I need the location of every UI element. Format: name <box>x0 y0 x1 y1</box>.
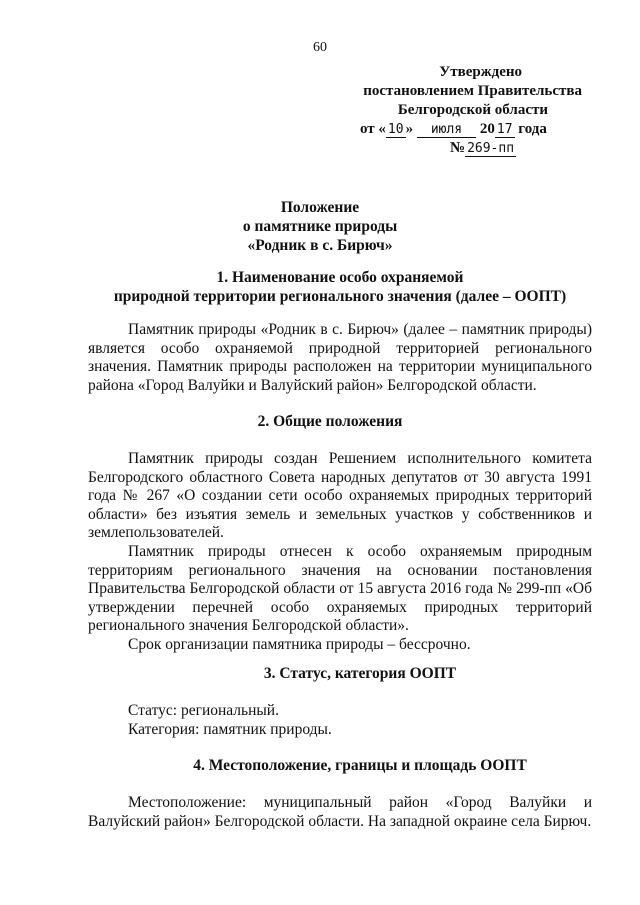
title-line-3: «Родник в с. Бирюч» <box>247 237 393 254</box>
approval-line-3: Белгородской области <box>397 102 548 118</box>
document-title <box>0 198 640 255</box>
section-3-heading: 3. Статус, категория ООПТ <box>263 665 457 682</box>
approval-number <box>330 139 630 158</box>
section-4-heading: 4. Местоположение, границы и площадь ООПТ <box>193 757 527 774</box>
approval-year-suffix: 17 <box>496 122 513 137</box>
approval-number-prefix: № <box>450 140 466 156</box>
section-3-status: Статус: региональный. <box>128 702 279 719</box>
approval-stamp <box>330 63 630 158</box>
title-line-2: о памятнике природы <box>242 218 398 235</box>
title-line-1: Положение <box>280 199 360 216</box>
section-1-heading-line-2: природной территории регионального значения (далее – ООПТ) <box>113 288 567 305</box>
approval-date <box>330 120 630 139</box>
approval-line-1: Утверждено <box>439 64 522 80</box>
section-1-paragraph: Памятник природы «Родник в с. Бирюч» (далее – памятник природы) является особо охраняемой природной территорией регионального значения. Памятник природы расположен на территории муниципального района «Город Валуйки и Валуйский район» Белгородской области. <box>88 321 592 394</box>
section-3-body <box>88 702 592 739</box>
section-1-heading <box>0 268 640 306</box>
section-2-paragraph-2: Памятник природы отнесен к особо охраняемым природным территориям регионального значения на основании постановления Правительства Белгородской области от 15 августа 2016 года № 299-пп «Об утверждении перечней особо охраняемых природных территорий регионального значения Белгородской области». <box>88 542 592 635</box>
section-3-category: Категория: памятник природы. <box>128 720 332 738</box>
section-2-body <box>88 450 592 655</box>
approval-line-2: постановлением Правительства <box>363 83 582 99</box>
approval-number-value: 269-пп <box>467 141 515 156</box>
section-2-paragraph-1: Памятник природы создан Решением исполнительного комитета Белгородского областного Совета народных депутатов от 30 августа 1991 года № 267 «О создании сети особо охраняемых природных территорий области» без изъятия земель и земельных участков у собственников и землепользователей. <box>88 450 592 542</box>
section-2-paragraph-3: Срок организации памятника природы – бессрочно. <box>128 635 471 653</box>
section-1-heading-line-1: 1. Наименование особо охраняемой <box>216 269 464 286</box>
section-2-heading: 2. Общие положения <box>257 413 403 430</box>
section-4-paragraph: Местоположение: муниципальный район «Город Валуйки и Валуйский район» Белгородской области. На западной окраине села Бирюч. <box>88 794 592 830</box>
section-4-body <box>88 794 592 831</box>
approval-day: 10 <box>387 122 404 137</box>
page-number: 60 <box>313 40 327 55</box>
approval-month: июля <box>417 122 476 138</box>
approval-date-mid: » <box>405 121 414 137</box>
approval-year-word: года <box>518 121 547 137</box>
approval-year-prefix: 20 <box>479 121 495 137</box>
approval-date-prefix: от « <box>360 121 386 137</box>
section-1-body <box>88 321 592 395</box>
